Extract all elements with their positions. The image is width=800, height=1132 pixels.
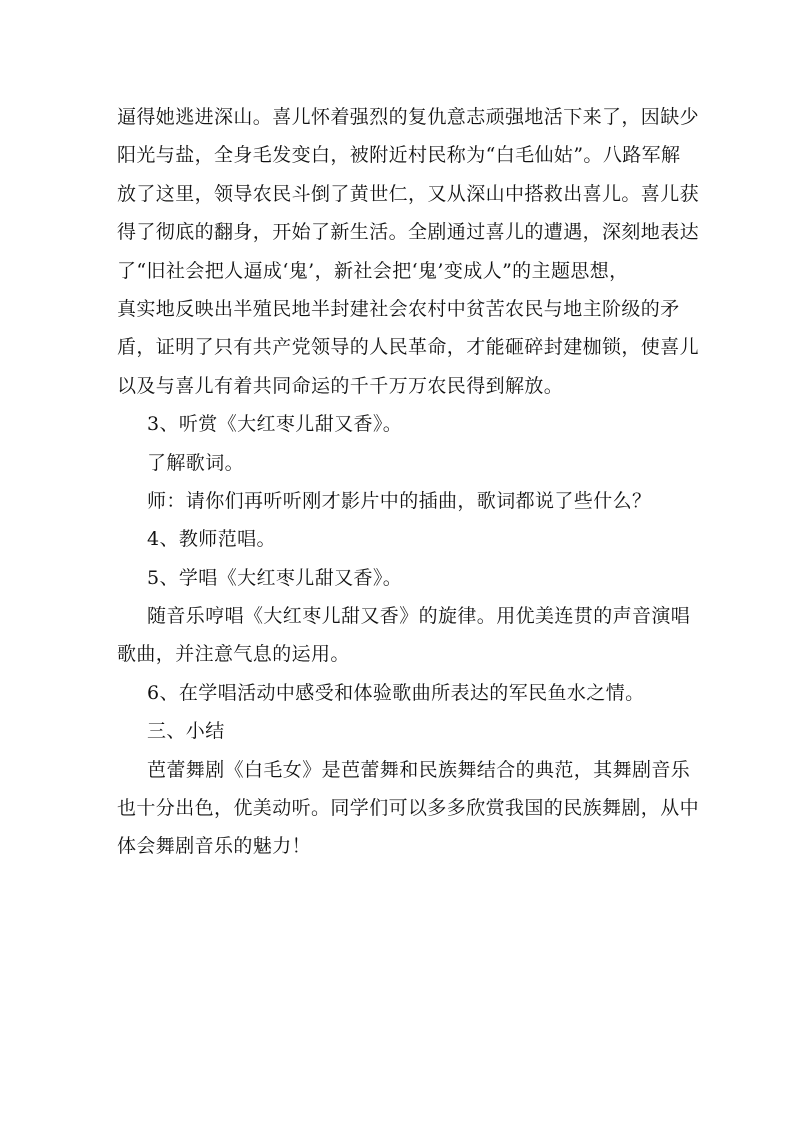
section-item-6: 6、在学唱活动中感受和体验歌曲所表达的军民鱼水之情。 (147, 681, 645, 704)
section-heading-summary: 三、小结 (147, 720, 225, 743)
paragraph-line: 放了这里，领导农民斗倒了黄世仁，又从深山中搭救出喜儿。喜儿获 (117, 182, 700, 205)
paragraph-line: 了“旧社会把人逼成‘鬼’，新社会把‘鬼’变成人”的主题思想， (117, 259, 629, 282)
paragraph-line: 真实地反映出半殖民地半封建社会农村中贫苦农民与地主阶级的矛 (117, 297, 680, 320)
document-body (117, 98, 700, 866)
section-item-5: 5、学唱《大红枣儿甜又香》。 (147, 566, 403, 589)
section-item-3: 3、听赏《大红枣儿甜又香》。 (147, 413, 403, 436)
paragraph-line: 芭蕾舞剧《白毛女》是芭蕾舞和民族舞结合的典范，其舞剧音乐 (147, 758, 691, 781)
paragraph-line: 歌曲，并注意气息的运用。 (117, 643, 350, 666)
paragraph-line: 随音乐哼唱《大红枣儿甜又香》的旋律。用优美连贯的声音演唱 (147, 605, 691, 628)
teacher-dialogue: 师：请你们再听听刚才影片中的插曲，歌词都说了些什么？ (147, 489, 652, 512)
paragraph-line: 得了彻底的翻身，开始了新生活。全剧通过喜儿的遭遇，深刻地表达 (117, 221, 700, 244)
paragraph-line: 逼得她逃进深山。喜儿怀着强烈的复仇意志顽强地活下来了，因缺少 (117, 106, 700, 128)
section-item-4: 4、教师范唱。 (147, 528, 276, 551)
paragraph-line: 盾，证明了只有共产党领导的人民革命，才能砸碎封建枷锁，使喜儿 (117, 336, 700, 359)
paragraph-line: 也十分出色，优美动听。同学们可以多多欣赏我国的民族舞剧，从中 (117, 797, 700, 820)
paragraph-line: 了解歌词。 (147, 451, 245, 474)
paragraph-line: 阳光与盐，全身毛发变白，被附近村民称为“白毛仙姑”。八路军解 (117, 144, 681, 167)
paragraph-line: 体会舞剧音乐的魅力！ (117, 835, 312, 858)
paragraph-line: 以及与喜儿有着共同命运的千千万万农民得到解放。 (117, 374, 564, 397)
